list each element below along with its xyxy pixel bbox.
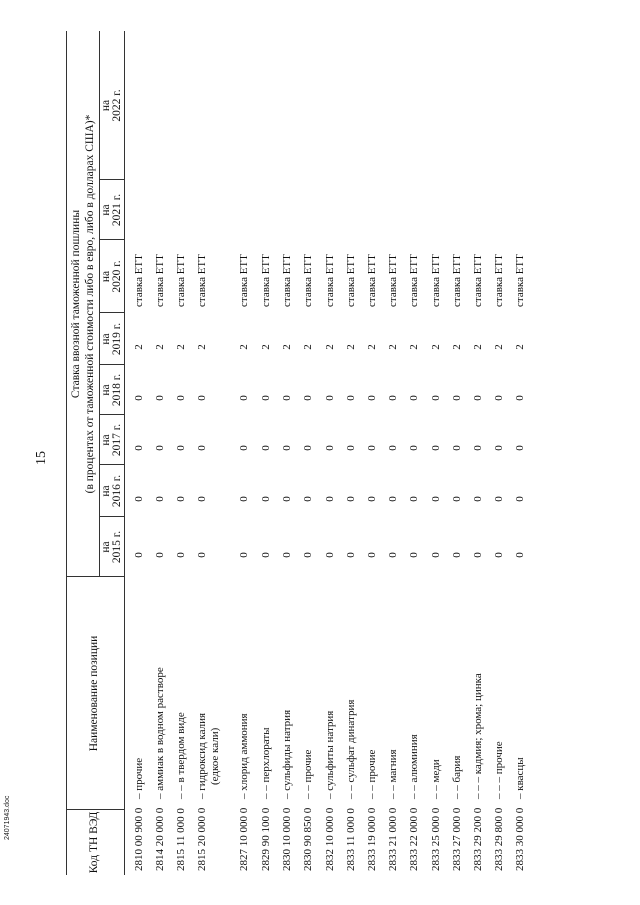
rate-2018: 0 xyxy=(260,395,272,401)
rate-2017: 0 xyxy=(387,445,399,451)
rate-2018: 0 xyxy=(302,395,314,401)
rate-2019: 2 xyxy=(175,344,187,350)
table-row xyxy=(154,31,168,871)
row-code: 2833 27 000 0 xyxy=(451,807,463,871)
rate-2015: 0 xyxy=(514,552,526,558)
row-name-continued: (едкое кали) xyxy=(209,727,221,785)
table-row xyxy=(451,31,465,871)
table-row xyxy=(366,31,380,871)
rate-2019: 2 xyxy=(154,344,166,350)
rotated-page: 15 Код ТН ВЭД Наименование позиции Ставка ввозной таможенной пошлины (в процентах от таможенной стоимости либо в евро, либо в долларах США)* на 2015 г. на 2016 г. на 2017 г. на 2018 г. на 2019 г. на 2020 г. на 2021 г. на 2022 г. 2810 00 900 0 – прочие 0 0 0 0 2 ставка ЕТТ 2814 20 000 0 – аммиак в водном растворе 0 0 0 0 2 ставка ЕТТ 2815 11 000 0 – – в твердом виде 0 0 0 0 2 ставка ЕТТ 2815 20 000 0 – гидроксид калия (едкое кали) 0 0 0 0 2 ставка ЕТТ 2827 10 000 0 – хлорид аммония 0 0 0 0 2 ставка ЕТТ 2829 90 100 0 – – перхлораты 0 0 0 0 2 ставка ЕТТ 2830 10 000 0 – сульфиды натрия 0 0 0 0 2 ставка ЕТТ 2830 90 850 0 – – прочие 0 0 0 0 2 ставка ЕТТ 2832 10 000 0 – сульфиты натрия 0 0 0 0 2 ставка ЕТТ 2833 11 000 0 – – сульфат динатрия 0 0 0 0 2 ставка ЕТТ 2833 19 000 0 – – прочие 0 0 0 0 2 ставка ЕТТ 2833 21 000 0 – – магния 0 0 0 0 2 ставка ЕТТ 2833 22 000 0 – – алюминия 0 0 0 0 2 ставка ЕТТ 2833 25 000 0 – – меди 0 0 0 0 2 ставка ЕТТ 2833 27 000 0 – – бария 0 0 0 0 2 ставка ЕТТ 2833 29 200 0 – – – кадмия; хрома; цинка 0 0 0 0 2 ставка ЕТТ 2833 29 800 0 – – – прочие 0 0 0 0 2 ставка ЕТТ 2833 30 000 0 – квасцы 0 0 0 0 2 ставка ЕТТ xyxy=(0,0,640,905)
row-code: 2810 00 900 0 xyxy=(133,807,145,871)
rate-2019: 2 xyxy=(408,344,420,350)
rate-2015: 0 xyxy=(324,552,336,558)
rate-2020: ставка ЕТТ xyxy=(175,254,187,307)
rate-2015: 0 xyxy=(493,552,505,558)
rate-2018: 0 xyxy=(238,395,250,401)
rate-2015: 0 xyxy=(260,552,272,558)
rate-2016: 0 xyxy=(324,496,336,502)
rate-2019: 2 xyxy=(238,344,250,350)
rate-2017: 0 xyxy=(196,445,208,451)
rate-2018: 0 xyxy=(324,395,336,401)
rate-2016: 0 xyxy=(430,496,442,502)
header-code: Код ТН ВЭД xyxy=(88,811,100,874)
row-code: 2815 20 000 0 xyxy=(196,807,208,871)
rate-2020: ставка ЕТТ xyxy=(260,254,272,307)
rate-2020: ставка ЕТТ xyxy=(408,254,420,307)
rate-2020: ставка ЕТТ xyxy=(493,254,505,307)
rate-2017: 0 xyxy=(133,445,145,451)
rate-2017: 0 xyxy=(324,445,336,451)
row-code: 2830 10 000 0 xyxy=(281,807,293,871)
row-name: – – меди xyxy=(430,759,442,799)
rate-2019: 2 xyxy=(430,344,442,350)
rate-2017: 0 xyxy=(514,445,526,451)
rate-2016: 0 xyxy=(238,496,250,502)
rate-2016: 0 xyxy=(387,496,399,502)
rate-2017: 0 xyxy=(430,445,442,451)
rate-2019: 2 xyxy=(472,344,484,350)
rate-2019: 2 xyxy=(493,344,505,350)
rate-2016: 0 xyxy=(514,496,526,502)
rate-2020: ставка ЕТТ xyxy=(387,254,399,307)
rate-2017: 0 xyxy=(493,445,505,451)
row-code: 2833 30 000 0 xyxy=(514,807,526,871)
rate-2018: 0 xyxy=(451,395,463,401)
rate-2016: 0 xyxy=(366,496,378,502)
rate-2019: 2 xyxy=(302,344,314,350)
rate-2016: 0 xyxy=(451,496,463,502)
row-code: 2830 90 850 0 xyxy=(302,807,314,871)
rate-2016: 0 xyxy=(133,496,145,502)
table-row xyxy=(408,31,422,871)
table-row xyxy=(281,31,295,871)
table-top-border xyxy=(66,31,67,875)
rate-2020: ставка ЕТТ xyxy=(366,254,378,307)
row-name: – – сульфат динатрия xyxy=(345,699,357,799)
rate-2020: ставка ЕТТ xyxy=(324,254,336,307)
rate-2015: 0 xyxy=(281,552,293,558)
rate-2020: ставка ЕТТ xyxy=(451,254,463,307)
rate-2018: 0 xyxy=(154,395,166,401)
rate-2015: 0 xyxy=(366,552,378,558)
rate-2015: 0 xyxy=(430,552,442,558)
rate-2018: 0 xyxy=(133,395,145,401)
table-row xyxy=(324,31,338,871)
header-bottom-border xyxy=(124,31,125,875)
row-name: – сульфиты натрия xyxy=(324,710,336,799)
rate-2019: 2 xyxy=(324,344,336,350)
rate-2016: 0 xyxy=(281,496,293,502)
rate-2015: 0 xyxy=(175,552,187,558)
rate-2017: 0 xyxy=(260,445,272,451)
rate-2019: 2 xyxy=(196,344,208,350)
table-row xyxy=(175,31,189,871)
rate-2018: 0 xyxy=(472,395,484,401)
row-name: – – в твердом виде xyxy=(175,712,187,799)
rate-2019: 2 xyxy=(451,344,463,350)
row-name: – – – кадмия; хрома; цинка xyxy=(472,673,484,799)
table-row xyxy=(302,31,316,871)
row-name: – – магния xyxy=(387,749,399,799)
table-row xyxy=(133,31,147,871)
table-row xyxy=(493,31,507,871)
rate-2020: ставка ЕТТ xyxy=(196,254,208,307)
rate-2016: 0 xyxy=(302,496,314,502)
row-code: 2833 11 000 0 xyxy=(345,808,357,871)
rate-2020: ставка ЕТТ xyxy=(514,254,526,307)
table-row xyxy=(472,31,486,871)
row-code: 2833 21 000 0 xyxy=(387,807,399,871)
footer-filename: 24071943.doc xyxy=(4,795,11,840)
row-name: – гидроксид калия xyxy=(196,712,208,799)
table-row xyxy=(260,31,274,871)
rate-2017: 0 xyxy=(175,445,187,451)
row-name: – аммиак в водном растворе xyxy=(154,667,166,799)
rate-2017: 0 xyxy=(302,445,314,451)
rate-2019: 2 xyxy=(281,344,293,350)
rate-2019: 2 xyxy=(514,344,526,350)
rate-2016: 0 xyxy=(154,496,166,502)
rate-2018: 0 xyxy=(514,395,526,401)
rate-2018: 0 xyxy=(281,395,293,401)
row-name: – – прочие xyxy=(302,749,314,799)
rate-2017: 0 xyxy=(366,445,378,451)
rate-2015: 0 xyxy=(472,552,484,558)
row-name: – сульфиды натрия xyxy=(281,709,293,799)
rate-2015: 0 xyxy=(133,552,145,558)
rate-2019: 2 xyxy=(366,344,378,350)
rate-2018: 0 xyxy=(345,395,357,401)
rate-2019: 2 xyxy=(133,344,145,350)
page-number: 15 xyxy=(34,451,49,465)
row-code: 2827 10 000 0 xyxy=(238,807,250,871)
rate-2015: 0 xyxy=(154,552,166,558)
header-name: Наименование позиции xyxy=(88,635,100,752)
rate-2015: 0 xyxy=(302,552,314,558)
rate-2020: ставка ЕТТ xyxy=(302,254,314,307)
rate-2017: 0 xyxy=(281,445,293,451)
rate-2018: 0 xyxy=(493,395,505,401)
rate-2016: 0 xyxy=(260,496,272,502)
rate-2015: 0 xyxy=(345,552,357,558)
rate-2017: 0 xyxy=(154,445,166,451)
table-row xyxy=(387,31,401,871)
rate-2020: ставка ЕТТ xyxy=(281,254,293,307)
table-row xyxy=(430,31,444,871)
rate-2015: 0 xyxy=(451,552,463,558)
rate-2018: 0 xyxy=(196,395,208,401)
rate-2020: ставка ЕТТ xyxy=(133,254,145,307)
row-name: – – перхлораты xyxy=(260,727,272,799)
row-name: – хлорид аммония xyxy=(238,713,250,799)
rate-2017: 0 xyxy=(408,445,420,451)
row-code: 2833 22 000 0 xyxy=(408,807,420,871)
rate-2016: 0 xyxy=(175,496,187,502)
row-code: 2833 19 000 0 xyxy=(366,807,378,871)
rate-2020: ставка ЕТТ xyxy=(154,254,166,307)
table-row xyxy=(196,31,224,871)
row-code: 2814 20 000 0 xyxy=(154,807,166,871)
rate-2015: 0 xyxy=(238,552,250,558)
rate-2017: 0 xyxy=(238,445,250,451)
row-code: 2833 25 000 0 xyxy=(430,807,442,871)
rate-2018: 0 xyxy=(408,395,420,401)
row-name: – – алюминия xyxy=(408,734,420,799)
rate-2016: 0 xyxy=(493,496,505,502)
rate-2020: ставка ЕТТ xyxy=(238,254,250,307)
rate-2015: 0 xyxy=(196,552,208,558)
rate-2018: 0 xyxy=(430,395,442,401)
rate-2016: 0 xyxy=(408,496,420,502)
rate-2016: 0 xyxy=(345,496,357,502)
table-row xyxy=(345,31,359,871)
rate-2020: ставка ЕТТ xyxy=(345,254,357,307)
rate-2015: 0 xyxy=(387,552,399,558)
row-code: 2815 11 000 0 xyxy=(175,808,187,871)
rate-2015: 0 xyxy=(408,552,420,558)
row-code: 2833 29 200 0 xyxy=(472,807,484,871)
rate-2018: 0 xyxy=(175,395,187,401)
header-group-subtitle: (в процентах от таможенной стоимости либо в евро, либо в долларах США)* xyxy=(84,114,96,494)
rate-2017: 0 xyxy=(451,445,463,451)
row-name: – – бария xyxy=(451,755,463,799)
rate-2020: ставка ЕТТ xyxy=(472,254,484,307)
row-name: – – – прочие xyxy=(493,741,505,799)
table-row xyxy=(514,31,528,871)
rate-2018: 0 xyxy=(366,395,378,401)
rate-2019: 2 xyxy=(260,344,272,350)
rate-2016: 0 xyxy=(196,496,208,502)
rate-2017: 0 xyxy=(472,445,484,451)
table-row xyxy=(238,31,252,871)
row-name: – квасцы xyxy=(514,757,526,799)
rate-2020: ставка ЕТТ xyxy=(430,254,442,307)
header-group-title: Ставка ввозной таможенной пошлины xyxy=(70,209,82,399)
rate-2019: 2 xyxy=(387,344,399,350)
rate-2019: 2 xyxy=(345,344,357,350)
rate-2018: 0 xyxy=(387,395,399,401)
row-name: – – прочие xyxy=(366,749,378,799)
rate-2017: 0 xyxy=(345,445,357,451)
row-name: – прочие xyxy=(133,757,145,799)
row-code: 2829 90 100 0 xyxy=(260,807,272,871)
row-code: 2833 29 800 0 xyxy=(493,807,505,871)
row-code: 2832 10 000 0 xyxy=(324,807,336,871)
rate-2016: 0 xyxy=(472,496,484,502)
